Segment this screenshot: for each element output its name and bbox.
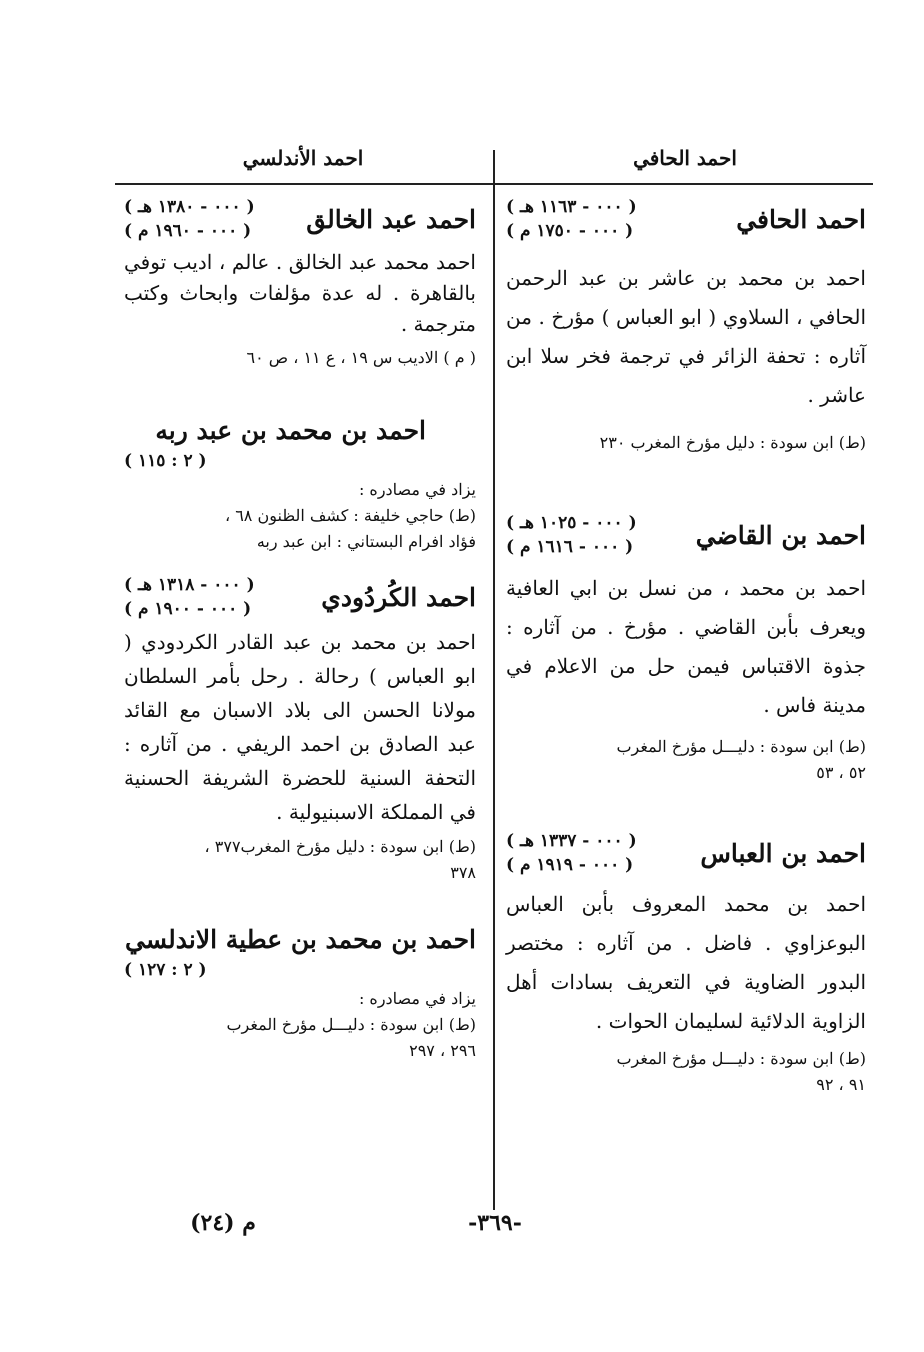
running-header-left: احمد الأندلسي	[242, 146, 364, 170]
left-column	[124, 195, 476, 1064]
entry-source-cont: ٢٩٦ ، ٢٩٧	[409, 1041, 476, 1060]
date-gregorian: ( ٠٠٠ - ١٦١٦ م )	[506, 537, 634, 557]
entry-dates	[506, 511, 637, 559]
entry-body: احمد محمد عبد الخالق . عالم ، اديب توفي بالقاهرة . له عدة مؤلفات وابحاث وكتب مترجمة .	[124, 250, 476, 336]
date-hijri: ( ٠٠٠ - ١٠٢٥ هـ )	[506, 513, 637, 533]
entry-name: احمد بن محمد بن عطية الاندلسي	[125, 925, 476, 954]
page-number: -٣٦٩-	[468, 1210, 522, 1236]
entry-source: (ط) ابن سودة : دليل مؤرخ المغرب٣٧٧ ،	[204, 837, 476, 856]
running-header-right: احمد الحافي	[633, 146, 737, 170]
entry-heading	[506, 195, 866, 243]
entry-ahmad-al-hafi	[506, 195, 866, 457]
entry-dates	[124, 195, 255, 243]
entry-body: احمد بن محمد ، من نسل بن ابي العافية ويعرف بأبن القاضي . مؤرخ . من آثاره : جذوة الاقتباس فيمن حل من الاعلام في مدينة فاس .	[506, 576, 866, 717]
entry-heading	[506, 829, 866, 877]
entry-name: احمد الكُردُودي	[321, 582, 476, 612]
entry-volume-ref: ( ٢ : ١١٥ )	[124, 451, 207, 471]
date-hijri: ( ٠٠٠ - ١٣٨٠ هـ )	[124, 197, 255, 217]
entry-source: ( م ) الاديب س ١٩ ، ع ١١ ، ص ٦٠	[246, 348, 476, 367]
entry-ahmad-abd-al-khaliq	[124, 195, 476, 372]
entry-ahmad-al-kurdudi	[124, 573, 476, 885]
entry-source-cont: ٩١ ، ٩٢	[816, 1075, 866, 1094]
entry-added-sources-label: يزاد في مصادره :	[358, 480, 476, 499]
entry-heading	[124, 573, 476, 621]
entry-source-cont: ٣٧٨	[450, 863, 476, 882]
entry-ahmad-ibn-abd-rabbih	[124, 416, 476, 555]
date-hijri: ( ٠٠٠ - ١٣٣٧ هـ )	[506, 831, 637, 851]
date-gregorian: ( ٠٠٠ - ١٩١٩ م )	[506, 855, 634, 875]
entry-heading	[506, 511, 866, 559]
entry-volume-ref: ( ٢ : ١٢٧ )	[124, 960, 207, 980]
entry-source: (ط) حاجي خليفة : كشف الظنون ٦٨ ،	[224, 506, 476, 525]
entry-source: (ط) ابن سودة : دليل مؤرخ المغرب ٢٣٠	[599, 433, 866, 452]
entry-name: احمد عبد الخالق	[306, 204, 476, 234]
signature-mark: م (٢٤)	[190, 1210, 256, 1236]
entry-added-sources-label: يزاد في مصادره :	[358, 989, 476, 1008]
entry-name: احمد بن العباس	[700, 838, 866, 868]
date-gregorian: ( ٠٠٠ - ١٩٦٠ م )	[124, 221, 252, 241]
entry-name: احمد الحافي	[736, 204, 866, 234]
date-hijri: ( ٠٠٠ - ١٣١٨ هـ )	[124, 575, 255, 595]
right-column	[506, 195, 866, 1097]
entry-body: احمد بن محمد المعروف بأبن العباس البوعزاوي . فاضل . من آثاره : مختصر البدور الضاوية في التعريف بسادات أهل الزاوية الدلائية لسليمان الحوات .	[506, 892, 866, 1033]
entry-name: احمد بن القاضي	[695, 520, 866, 550]
entry-source: (ط) ابن سودة : دليـــل مؤرخ المغرب	[616, 737, 866, 756]
entry-source: (ط) ابن سودة : دليـــل مؤرخ المغرب	[226, 1015, 476, 1034]
entry-ahmad-ibn-al-qadi	[506, 511, 866, 785]
column-divider	[493, 150, 495, 1210]
entry-source-cont: فؤاد افرام البستاني : ابن عبد ربه	[256, 532, 476, 551]
entry-heading	[124, 195, 476, 243]
entry-body: احمد بن محمد بن عبد القادر الكردودي ( ابو العباس ) رحالة . رحل بأمر السلطان مولانا الحسن الى بلاد الاسبان مع القائد عبد الصادق بن احمد الريفي . من آثاره : التحفة السنية للحضرة الشريفة الحسنية في المملكة الاسبنيولية .	[124, 630, 476, 824]
entry-body: احمد بن محمد بن عاشر بن عبد الرحمن الحافي ، السلاوي ( ابو العباس ) مؤرخ . من آثاره : تحفة الزائر في ترجمة فخر سلا ابن عاشر .	[506, 266, 866, 407]
entry-source: (ط) ابن سودة : دليـــل مؤرخ المغرب	[616, 1049, 866, 1068]
date-gregorian: ( ٠٠٠ - ١٩٠٠ م )	[124, 599, 252, 619]
entry-dates	[506, 195, 637, 243]
entry-dates	[506, 829, 637, 877]
entry-ahmad-ibn-atiyya	[124, 925, 476, 1064]
entry-name: احمد بن محمد بن عبد ربه	[155, 416, 426, 445]
date-hijri: ( ٠٠٠ - ١١٦٣ هـ )	[506, 197, 637, 217]
date-gregorian: ( ٠٠٠ - ١٧٥٠ م )	[506, 221, 634, 241]
entry-dates	[124, 573, 255, 621]
entry-ahmad-ibn-al-abbas	[506, 829, 866, 1097]
entry-source-cont: ٥٢ ، ٥٣	[816, 763, 866, 782]
